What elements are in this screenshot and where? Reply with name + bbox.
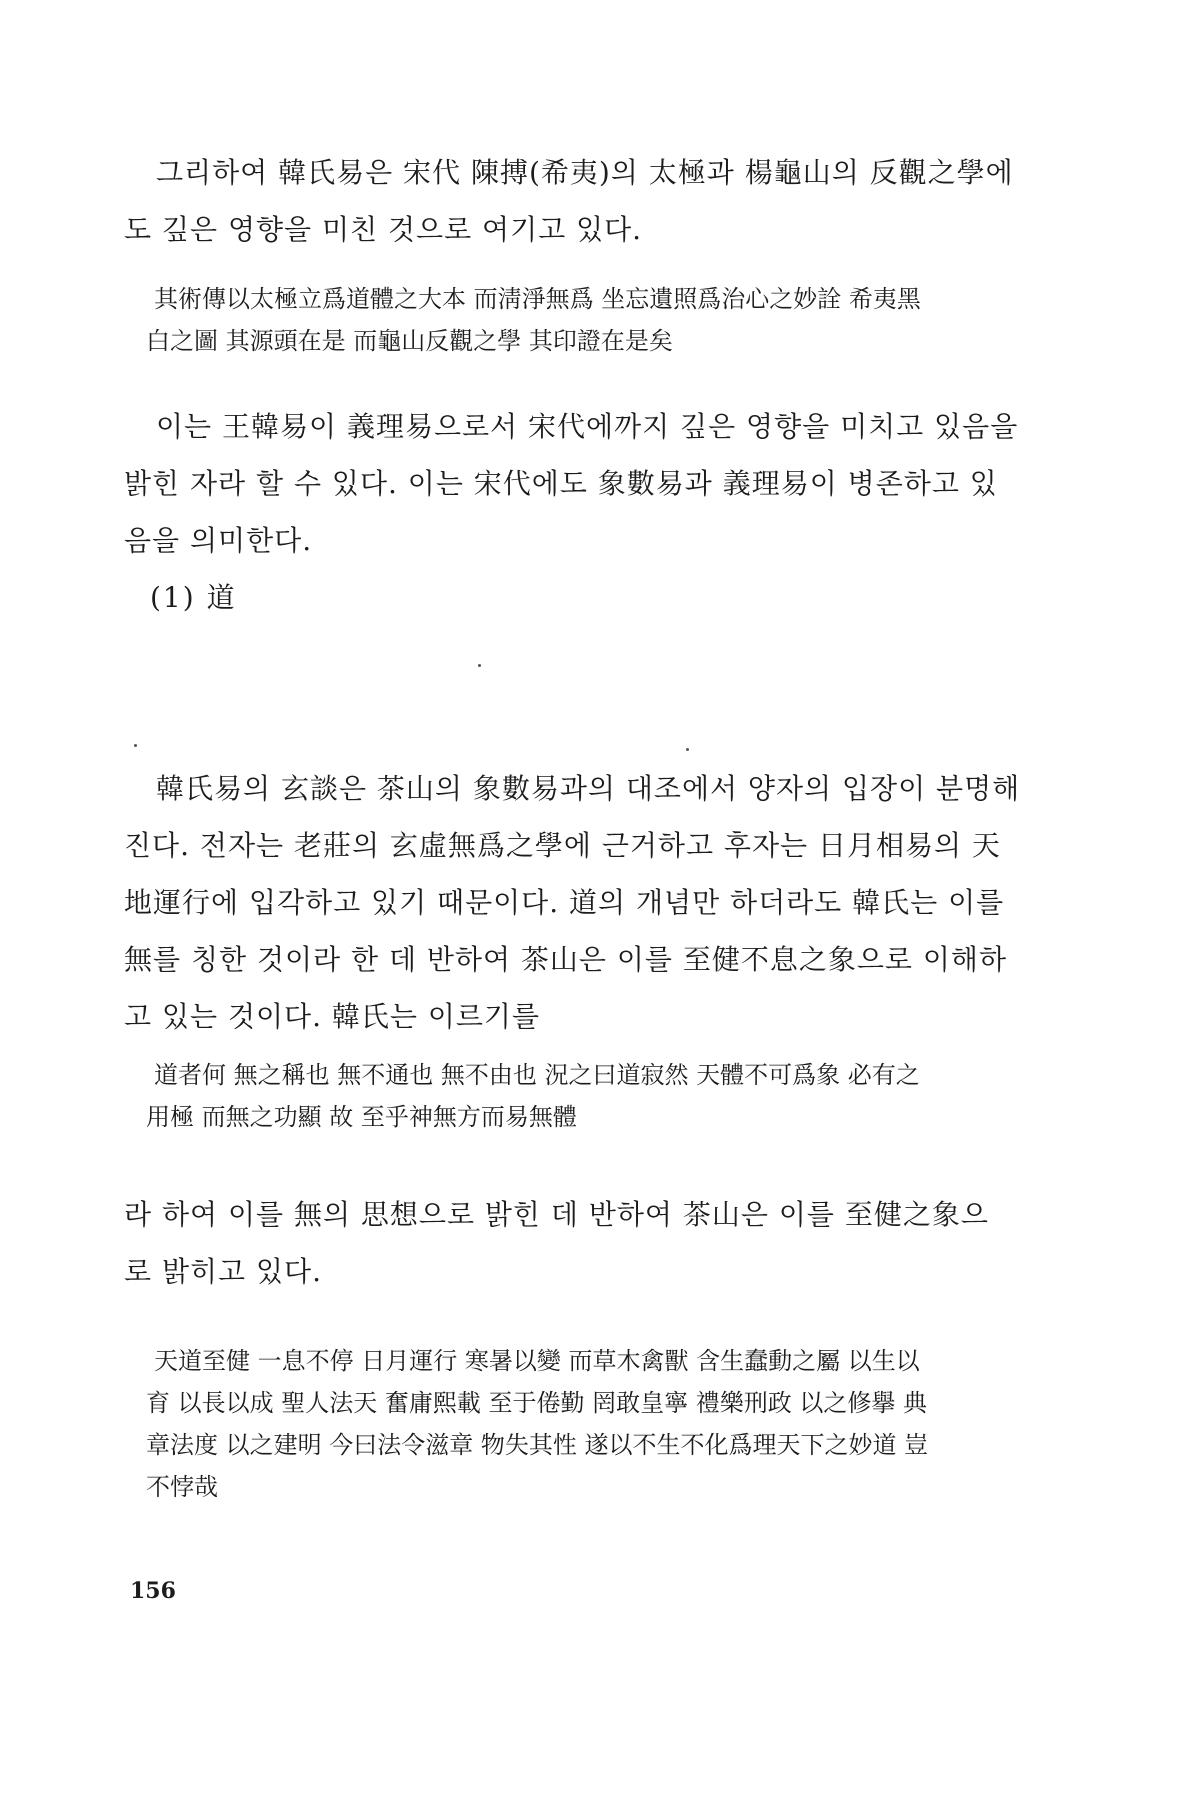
text-line: 그리하여 韓氏易은 宋代 陳搏(希夷)의 太極과 楊龜山의 反觀之學에 — [156, 156, 1014, 189]
quote-line: 天道至健 一息不停 日月運行 寒暑以變 而草木禽獸 含生蠢動之屬 以生以 — [154, 1347, 920, 1375]
text-line: 이는 王韓易이 義理易으로서 宋代에까지 깊은 영향을 미치고 있음을 — [156, 410, 1019, 443]
text-line: 로 밝히고 있다. — [124, 1255, 322, 1288]
quote-line: 白之圖 其源頭在是 而龜山反觀之學 其印證在是矣 — [146, 327, 673, 355]
print-speck — [686, 748, 689, 751]
quote-line: 道者何 無之稱也 無不通也 無不由也 況之曰道寂然 天體不可爲象 必有之 — [154, 1061, 920, 1089]
text-line: 고 있는 것이다. 韓氏는 이르기를 — [124, 1000, 541, 1033]
page-number: 156 — [130, 1578, 176, 1604]
text-line: 음을 의미한다. — [124, 524, 313, 557]
quote-line: 育 以長以成 聖人法天 奮庸熙載 至于倦勤 罔敢皇寧 禮樂刑政 以之修擧 典 — [146, 1389, 928, 1417]
quote-line: 用極 而無之功顯 故 至乎神無方而易無體 — [146, 1103, 577, 1131]
text-line: 地運行에 입각하고 있기 때문이다. 道의 개념만 하더라도 韓氏는 이를 — [124, 886, 1005, 919]
quote-line: 其術傳以太極立爲道體之大本 而淸淨無爲 坐忘遺照爲治心之妙詮 希夷黑 — [154, 285, 921, 313]
text-line: 라 하여 이를 無의 思想으로 밝힌 데 반하여 茶山은 이를 至健之象으 — [124, 1198, 989, 1231]
text-line: 밝힌 자라 할 수 있다. 이는 宋代에도 象數易과 義理易이 병존하고 있 — [124, 467, 998, 500]
text-line: 진다. 전자는 老莊의 玄虛無爲之學에 근거하고 후자는 日月相易의 天 — [124, 829, 1001, 862]
section-heading: (1) 道 — [150, 581, 237, 614]
print-speck — [478, 664, 481, 667]
paragraph-1 — [124, 144, 1024, 258]
quote-line: 章法度 以之建明 今曰法令滋章 物失其性 遂以不生不化爲理天下之妙道 豈 — [146, 1431, 929, 1459]
text-line: 韓氏易의 玄談은 茶山의 象數易과의 대조에서 양자의 입장이 분명해 — [156, 772, 1021, 805]
paragraph-4 — [124, 1186, 1024, 1300]
quotation-1 — [124, 278, 1029, 362]
text-line: 無를 칭한 것이라 한 데 반하여 茶山은 이를 至健不息之象으로 이해하 — [124, 943, 1008, 976]
quotation-3 — [124, 1340, 1029, 1508]
paragraph-3 — [124, 760, 1024, 1045]
quote-line: 不悖哉 — [146, 1473, 218, 1501]
quotation-2 — [124, 1054, 1029, 1138]
print-speck — [134, 744, 137, 747]
text-line: 도 깊은 영향을 미친 것으로 여기고 있다. — [124, 213, 643, 246]
paragraph-2 — [124, 398, 1024, 569]
